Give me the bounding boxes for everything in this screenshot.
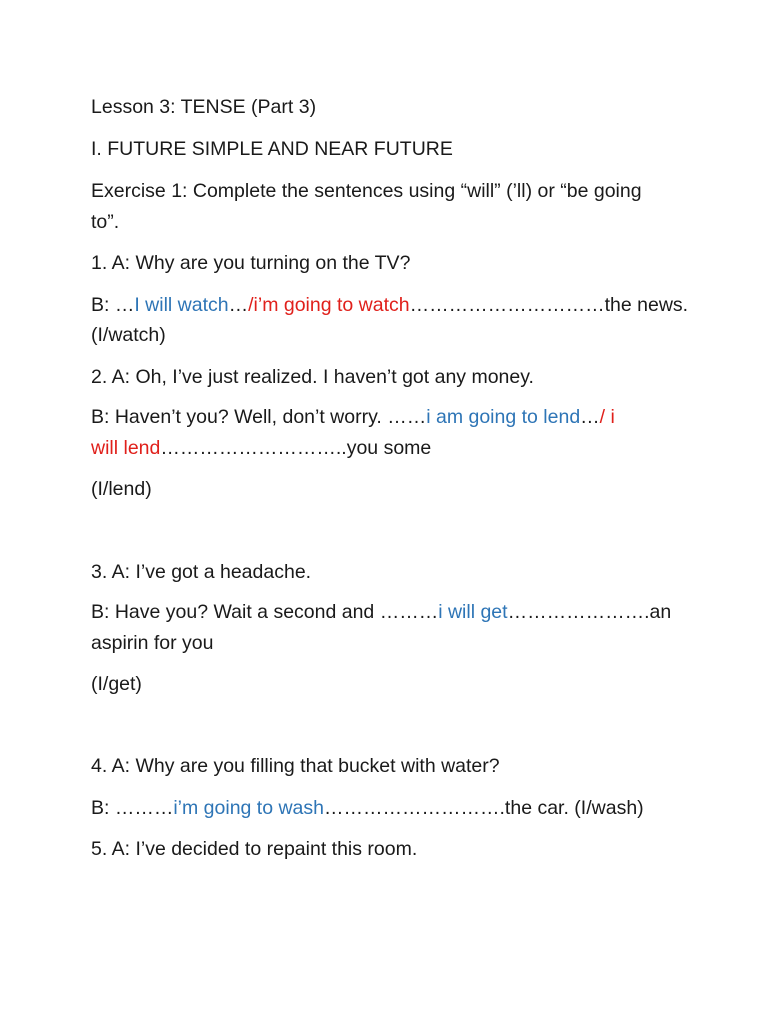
q3-answer-will: i will get xyxy=(438,601,508,623)
q1-answer-will: I will watch xyxy=(134,294,229,316)
q2-answer-prefix: B: Haven’t you? Well, don’t worry. …… xyxy=(91,406,427,428)
q1-answer-mid: … xyxy=(228,294,249,316)
q2-answer-line xyxy=(91,402,688,433)
q2-hint: (I/lend) xyxy=(91,478,152,500)
q1-question: 1. A: Why are you turning on the TV? xyxy=(91,252,411,274)
exercise-instruction-line-2: to”. xyxy=(91,211,120,233)
q1-answer-line xyxy=(91,290,688,321)
q3-question: 3. A: I’ve got a headache. xyxy=(91,561,312,583)
q1-hint: (I/watch) xyxy=(91,324,166,346)
q1-answer-suffix: …………………………the news. xyxy=(409,294,689,316)
q4-question: 4. A: Why are you filling that bucket with water? xyxy=(91,755,500,777)
q2-answer-suffix: ………………………..you some xyxy=(160,437,432,459)
section-title: I. FUTURE SIMPLE AND NEAR FUTURE xyxy=(91,138,453,160)
q2-question: 2. A: Oh, I’ve just realized. I haven’t got any money. xyxy=(91,366,534,388)
q2-answer-going-to: i am going to lend xyxy=(426,406,581,428)
q3-answer-suffix: ………………….an xyxy=(507,601,672,623)
exercise-instruction-line-1: Exercise 1: Complete the sentences using “will” (’ll) or “be going xyxy=(91,180,642,202)
q1-answer-going-to: /i’m going to watch xyxy=(248,294,410,316)
q4-answer-prefix: B: ……… xyxy=(91,797,174,819)
q3-answer-prefix: B: Have you? Wait a second and ……… xyxy=(91,601,439,623)
q4-answer-going-to: i’m going to wash xyxy=(173,797,325,819)
q2-answer-will-part-1: / i xyxy=(599,406,615,428)
q3-hint: (I/get) xyxy=(91,673,142,695)
q2-answer-mid: … xyxy=(580,406,600,428)
lesson-title: Lesson 3: TENSE (Part 3) xyxy=(91,96,317,118)
q5-question: 5. A: I’ve decided to repaint this room. xyxy=(91,838,418,860)
q4-answer-suffix: ……………………….the car. (I/wash) xyxy=(324,797,644,819)
q1-answer-prefix: B: … xyxy=(91,294,135,316)
q2-answer-will-part-2: will lend xyxy=(91,437,161,459)
q4-answer-line xyxy=(91,793,688,824)
q3-answer-line xyxy=(91,597,688,628)
q3-answer-line-2: aspirin for you xyxy=(91,632,214,654)
q2-answer-line-2 xyxy=(91,433,688,464)
